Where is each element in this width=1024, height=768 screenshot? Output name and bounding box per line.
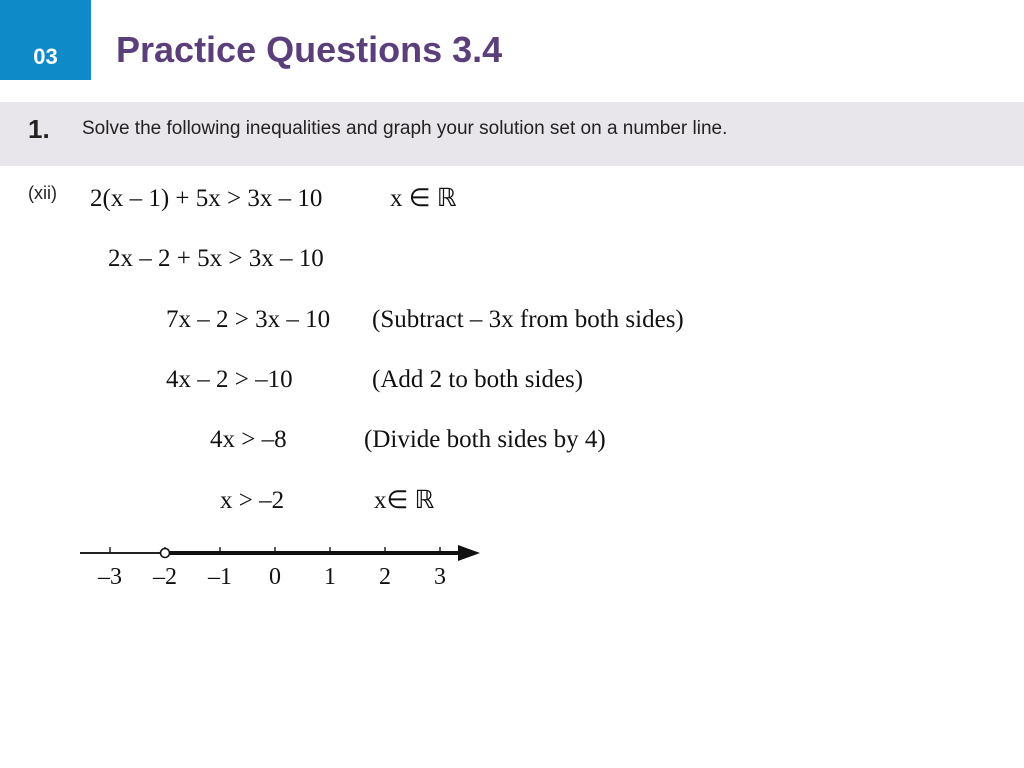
step-1-expression: 2(x – 1) + 5x > 3x – 10 xyxy=(90,185,323,212)
tick-label: –1 xyxy=(208,564,232,590)
part-label: (xii) xyxy=(28,183,57,203)
step-3-note: (Subtract – 3x from both sides) xyxy=(372,306,684,333)
question-text: Solve the following inequalities and graph your solution set on a number line. xyxy=(82,118,728,139)
step-6-domain: x∈ ℝ xyxy=(374,487,435,514)
section-number: 03 xyxy=(33,44,58,69)
tick-label: –3 xyxy=(98,564,122,590)
step-6-expression: x > –2 xyxy=(220,487,285,514)
number-line xyxy=(70,535,500,595)
tick-label: 3 xyxy=(434,564,446,590)
step-1-domain: x ∈ ℝ xyxy=(390,185,457,212)
tick-label: 0 xyxy=(269,564,281,590)
step-2-expression: 2x – 2 + 5x > 3x – 10 xyxy=(108,245,324,272)
question-banner xyxy=(0,102,1024,166)
page-title: Practice Questions 3.4 xyxy=(116,29,503,70)
step-4-note: (Add 2 to both sides) xyxy=(372,366,584,393)
open-endpoint xyxy=(161,549,170,558)
step-5-note: (Divide both sides by 4) xyxy=(364,426,606,453)
step-4-expression: 4x – 2 > –10 xyxy=(166,366,293,393)
step-3-expression: 7x – 2 > 3x – 10 xyxy=(166,306,331,333)
tick-label: 2 xyxy=(379,564,391,590)
tick-label: –2 xyxy=(153,564,177,590)
tick-label: 1 xyxy=(324,564,336,590)
question-number: 1. xyxy=(28,114,50,144)
step-5-expression: 4x > –8 xyxy=(210,426,287,453)
section-badge xyxy=(0,0,91,80)
